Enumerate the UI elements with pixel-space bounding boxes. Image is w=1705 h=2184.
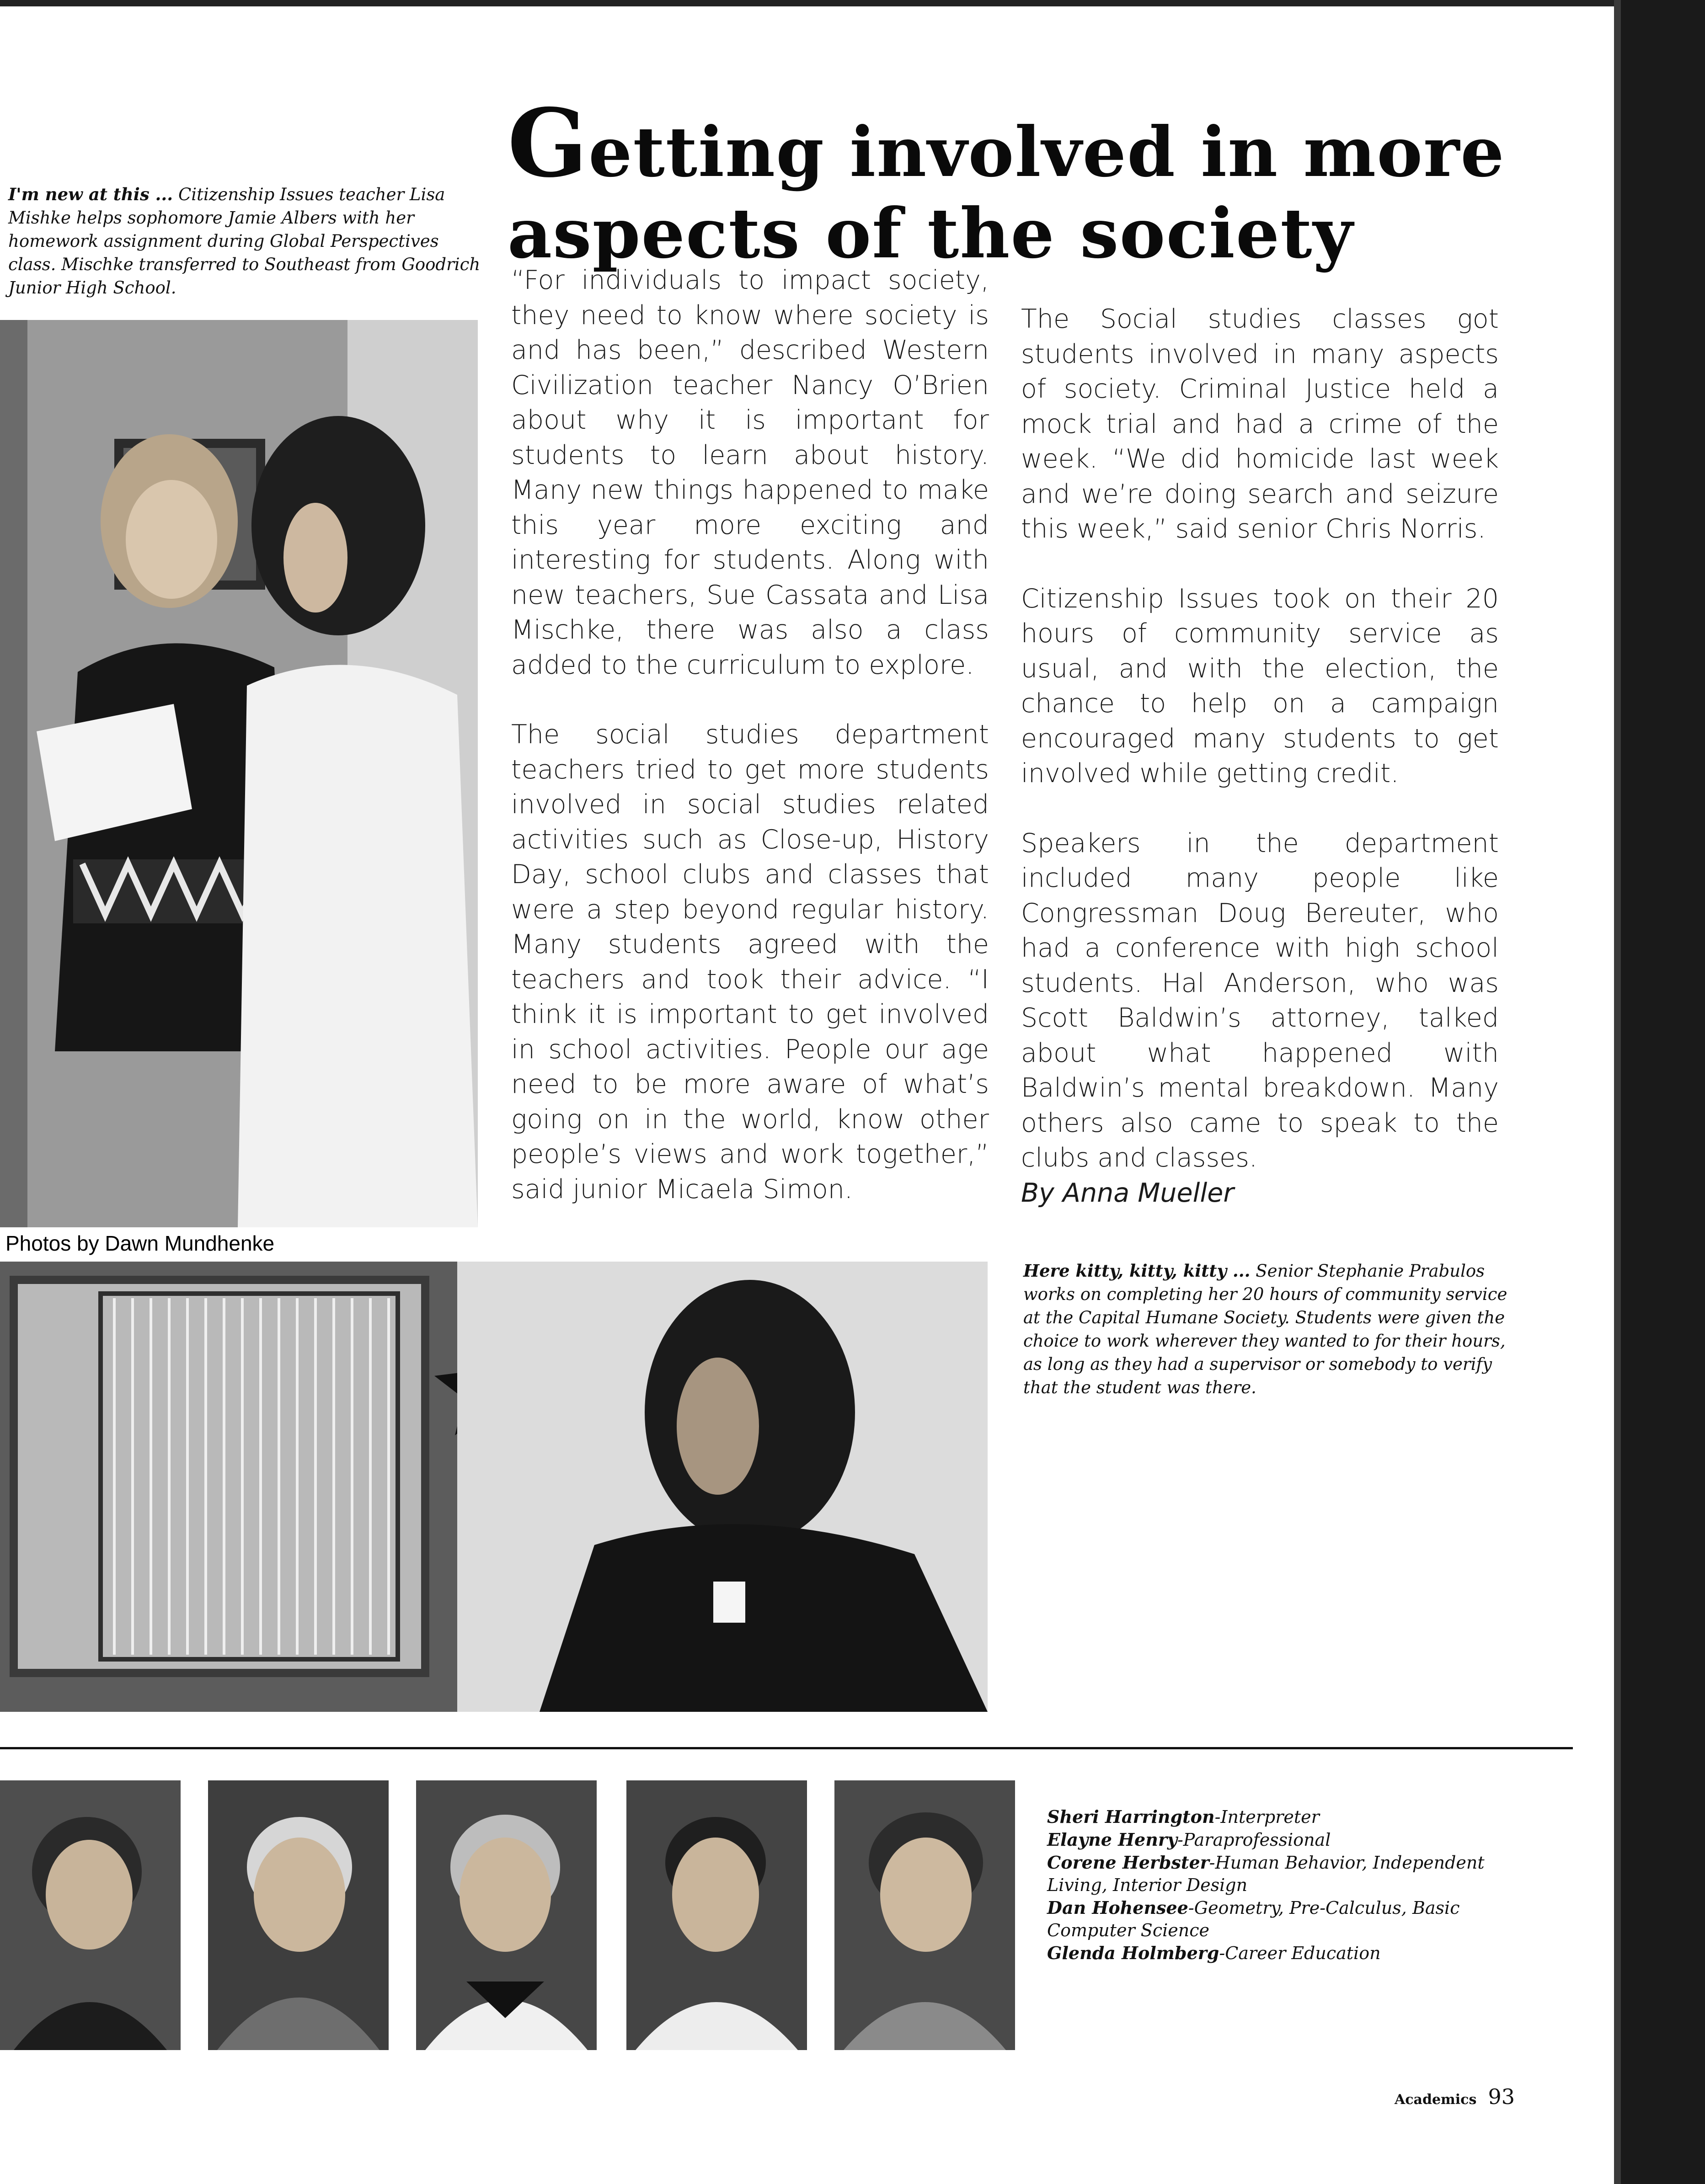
- photo-caption-bottom: [1023, 1259, 1508, 1399]
- staff-portrait: [208, 1780, 389, 2050]
- staff-role: -Career Education: [1219, 1943, 1381, 1963]
- staff-entry: [1047, 1942, 1513, 1965]
- staff-role: -Geometry, Pre-Calculus, Basic Computer Science: [1047, 1898, 1460, 1940]
- page-footer: [1395, 2084, 1515, 2109]
- caption-lead: Here kitty, kitty, kitty ...: [1023, 1261, 1251, 1281]
- photo-caption-top: [8, 183, 481, 299]
- article-column-left: [511, 263, 989, 1241]
- section-name: Academics: [1395, 2092, 1477, 2108]
- staff-name: Sheri Harrington: [1047, 1806, 1215, 1827]
- book-spine: [1621, 0, 1705, 2184]
- staff-name: Dan Hohensee: [1047, 1897, 1188, 1918]
- article-paragraph: The Social studies classes got students involved in many aspects of society. Criminal Justice held a mock trial and had a crime of the week. “We did homicide last week and we’re doing search and seizure this week,” said senior Chris Norris.: [1021, 304, 1499, 544]
- article-headline: [508, 89, 1505, 274]
- section-divider: [0, 1747, 1573, 1749]
- staff-role: -Interpreter: [1214, 1807, 1320, 1827]
- staff-role: -Human Behavior, Independent Living, Interior Design: [1047, 1853, 1485, 1895]
- headline-line-1: [508, 89, 1505, 198]
- staff-portrait: [626, 1780, 807, 2050]
- photo-credit: Photos by Dawn Mundhenke: [5, 1231, 275, 1255]
- staff-portrait-image: [0, 1780, 181, 2050]
- staff-portrait-image: [416, 1780, 597, 2050]
- article-column-right: [1021, 302, 1499, 1210]
- staff-list: [1047, 1806, 1513, 1965]
- staff-name: Glenda Holmberg: [1047, 1943, 1219, 1963]
- photo-humane-society: [0, 1262, 988, 1712]
- staff-portrait: [834, 1780, 1015, 2050]
- caption-text: Senior Stephanie Prabulos works on completing her 20 hours of community service at the Capital Humane Society. Students were given the choice to work wherever they wanted to for their hours, as long as they had a supervisor or somebody to verify that the student was there.: [1023, 1261, 1507, 1397]
- staff-entry: [1047, 1806, 1513, 1828]
- staff-entry: [1047, 1851, 1513, 1896]
- staff-portrait-image: [208, 1780, 389, 2050]
- page-number: 93: [1488, 2084, 1515, 2109]
- photo-teacher-helping-student: [0, 320, 478, 1227]
- article-byline: By Anna Mueller: [1021, 1177, 1234, 1208]
- staff-portrait-image: [626, 1780, 807, 2050]
- staff-entry: [1047, 1896, 1513, 1942]
- headline-initial: G: [508, 89, 589, 198]
- staff-name: Corene Herbster: [1047, 1852, 1209, 1873]
- headline-line-1-rest: etting involved in more: [588, 112, 1505, 192]
- staff-portrait-image: [834, 1780, 1015, 2050]
- caption-lead: I'm new at this ...: [8, 184, 173, 204]
- photo-teacher-helping-student-image: [0, 320, 478, 1227]
- headline-line-2: aspects of the society: [508, 193, 1354, 274]
- photo-humane-society-image: [0, 1262, 988, 1712]
- article-paragraph: Citizenship Issues took on their 20 hours of community service as usual, and with the election, the chance to help on a campaign encouraged many students to get involved while getting credit.: [1021, 583, 1499, 788]
- staff-name: Elayne Henry: [1047, 1829, 1177, 1850]
- article-paragraph: Speakers in the department included many people like Congressman Doug Bereuter, who had a conference with high school students. Hal Anderson, who was Scott Baldwin’s attorney, talked about what happened with Baldwin’s mental breakdown. Many others also came to speak to the clubs and classes.: [1021, 828, 1499, 1173]
- article-paragraph: “For individuals to impact society, they need to know where society is and has been,” described Western Civilization teacher Nancy O’Brien about why it is important for students to learn about history. Many new things happened to make this year more exciting and interesting for students. Along with new teachers, Sue Cassata and Lisa Mischke, there was also a class added to the curriculum to explore.: [511, 265, 989, 680]
- staff-role: -Paraprofessional: [1177, 1830, 1331, 1850]
- staff-portrait: [416, 1780, 597, 2050]
- staff-portrait: [0, 1780, 181, 2050]
- staff-entry: [1047, 1828, 1513, 1851]
- page-top-edge: [0, 0, 1621, 6]
- article-paragraph: The social studies department teachers tried to get more students involved in social studies related activities such as Close-up, History Day, school clubs and classes that were a step beyond regular history. Many students agreed with the teachers and took their advice. “I think it is important to get involved in school activities. People our age need to be more aware of what’s going on in the world, know other people’s views and work together,” said junior Micaela Simon.: [511, 719, 989, 1204]
- caption-text: Citizenship Issues teacher Lisa Mishke helps sophomore Jamie Albers with her homework assignment during Global Perspectives class. Mischke transferred to Southeast from Goodrich Junior High School.: [8, 185, 481, 298]
